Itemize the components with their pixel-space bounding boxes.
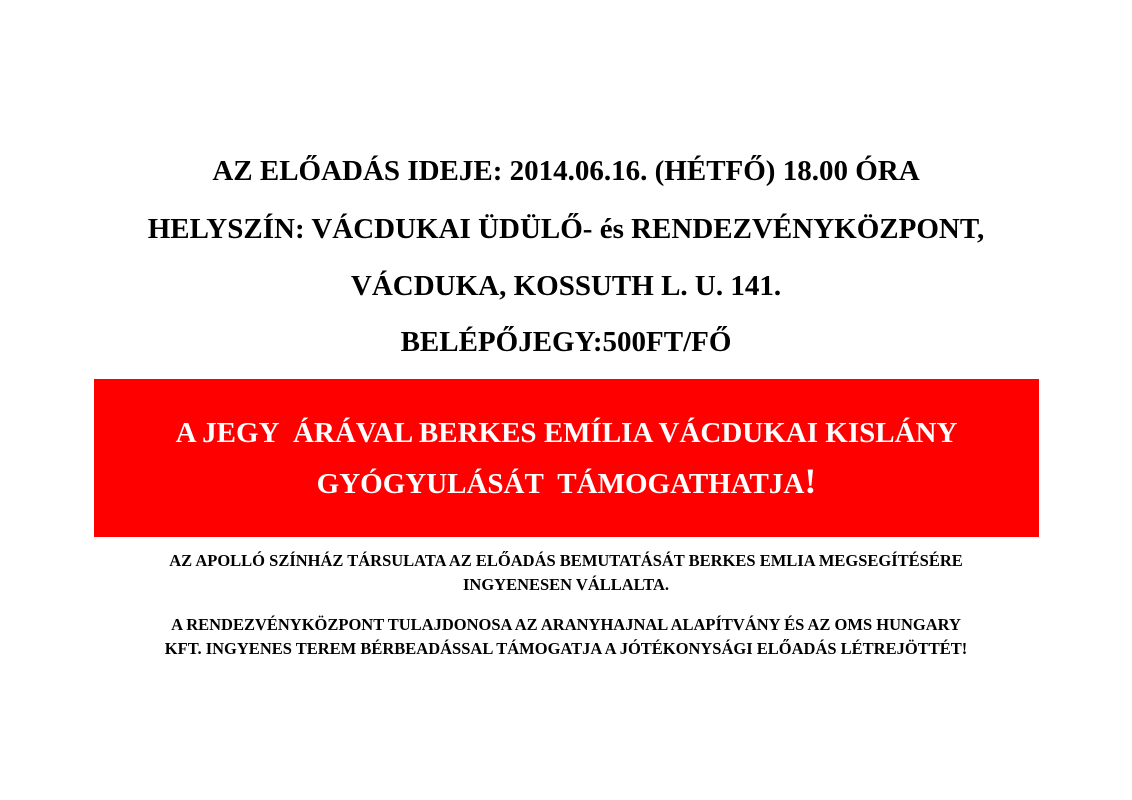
banner-line-2 xyxy=(94,463,1039,502)
owner-note-line-2: KFT. INGYENES TEREM BÉRBEADÁSSAL TÁMOGATJA A JÓTÉKONYSÁGI ELŐADÁS LÉTREJÖTTÉT! xyxy=(164,639,968,658)
banner-line-2-text: GYÓGYULÁSÁT TÁMOGATHATJA xyxy=(316,468,805,500)
event-venue: HELYSZÍN: VÁCDUKAI ÜDÜLŐ- és RENDEZVÉNYKÖZPONT, xyxy=(147,213,985,245)
charity-banner xyxy=(94,379,1039,537)
ticket-price: BELÉPŐJEGY:500FT/FŐ xyxy=(400,326,732,358)
owner-note-line-1: A RENDEZVÉNYKÖZPONT TULAJDONOSA AZ ARANYHAJNAL ALAPÍTVÁNY ÉS AZ OMS HUNGARY xyxy=(171,615,961,634)
event-time: AZ ELŐADÁS IDEJE: 2014.06.16. (HÉTFŐ) 18.00 ÓRA xyxy=(212,155,920,187)
banner-line-1: A JEGY ÁRÁVAL BERKES EMÍLIA VÁCDUKAI KISLÁNY xyxy=(175,417,958,449)
event-address: VÁCDUKA, KOSSUTH L. U. 141. xyxy=(350,270,782,302)
banner-exclamation: ! xyxy=(804,461,817,501)
theatre-note-line-1: AZ APOLLÓ SZÍNHÁZ TÁRSULATA AZ ELŐADÁS BEMUTATÁSÁT BERKES EMLIA MEGSEGÍTÉSÉRE xyxy=(169,551,963,570)
theatre-note-line-2: INGYENESEN VÁLLALTA. xyxy=(462,575,669,594)
